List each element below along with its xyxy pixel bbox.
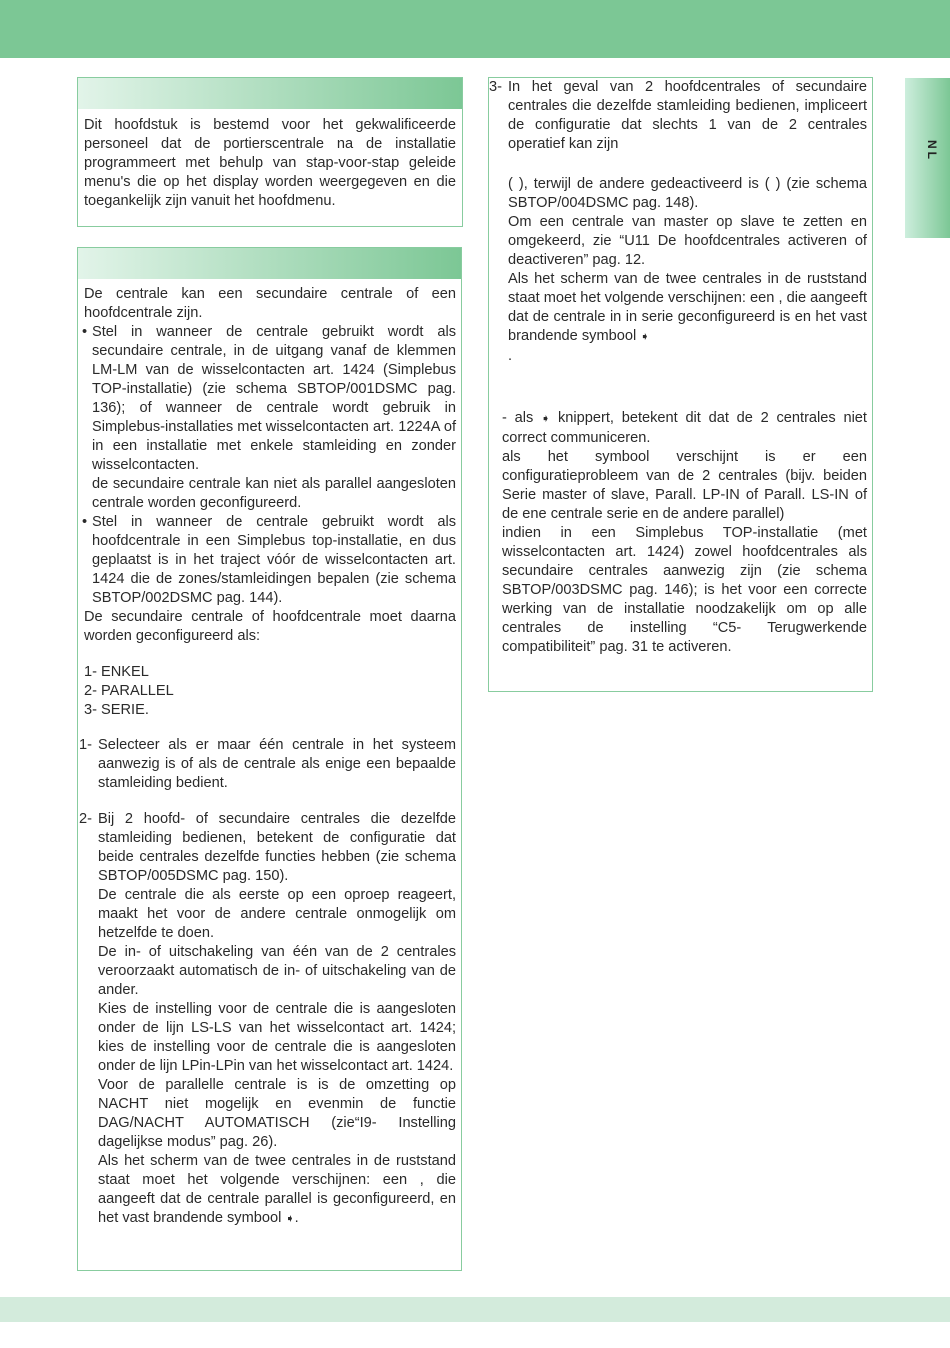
item-2-text-5: Voor de parallelle centrale is is de omzetting op NACHT niet mogelijk en evenmin de functie DAG/NACHT AUTOMATISCH (zie“I9- Instelling dagelijkse modus” pag. 26). <box>98 1077 456 1150</box>
intro-text: De centrale kan een secundaire centrale of een hoofdcentrale zijn. <box>84 286 456 321</box>
item-2-text-4: Kies de instelling voor de centrale die is aangesloten onder de lijn LS-LS van het wisselcontact art. 1424; kies de instelling voor de centrale die is aangesloten onder de lijn LPin-LPin van het wisselcontact art. 1424. <box>98 1001 456 1074</box>
arrow-icon: ➧ <box>640 331 650 343</box>
item-2-text-2: De centrale die als eerste op een oproep reageert, maakt het voor de andere centrale onmogelijk om hetzelfde te doen. <box>98 887 456 941</box>
item-2-text-3: De in- of uitschakeling van één van de 2 centrales veroorzaakt automatisch de in- of uitschakeling van de ander. <box>98 944 456 998</box>
bullet-text-secondary: Stel in wanneer de centrale gebruikt wordt als secundaire centrale, in de uitgang vanaf de klemmen LM-LM van de wisselcontacten art. 1424 (Simplebus TOP-installatie) (zie schema SBTOP/001DSMC pag. 136); of wanneer de centrale wordt gebruik in Simplebus-installaties met wisselcontacten art. 1224A of in een installatie met enkele stamleiding en zonder wisselcontacten. <box>92 324 456 473</box>
numbered-item-2 <box>79 810 456 1229</box>
intro-paragraph: Dit hoofdstuk is bestemd voor het gekwalificeerde personeel dat de portierscentrale na de installatie programmeert met behulp van stap-voor-stap geleide menu's die op het display worden weergegeven en die toegankelijk zijn vanuit het hoofdmenu. <box>84 117 456 209</box>
bullet-text-main: Stel in wanneer de centrale gebruikt wordt als hoofdcentrale in een Simplebus top-installatie, en dus geplaatst is in het traject vóór de wisselcontacten art. 1424 die de zones/stamleidingen bepalen (zie schema SBTOP/002DSMC pag. 144). <box>92 514 456 606</box>
item-3-period: . <box>508 348 513 364</box>
note-compatibility: indien in een Simplebus TOP-installatie (met wisselcontacten art. 1424) zowel hoofdcentrales als secundaire centrales aanwezig zijn (zie schema SBTOP/003DSMC pag. 146); is het voor een correcte werking van de installatie noodzakelijk om op alle centrales de instelling “C5- Terugwerkende compatibiliteit” pag. 31 te activeren. <box>502 525 867 655</box>
intro-box <box>77 77 463 227</box>
item-3-text-4: Als het scherm van de twee centrales in de ruststand staat moet het volgende verschijnen: een , die aangeeft dat de centrale in in serie geconfigureerd is en het vast brandende symbool ➧ <box>508 270 867 347</box>
arrow-icon: ➧ <box>541 413 551 425</box>
bullet-icon: • <box>82 324 88 340</box>
configuration-lead: De secundaire centrale of hoofdcentrale moet daarna worden geconfigureerd als: <box>84 609 456 644</box>
item-3-text-1: In het geval van 2 hoofdcentrales of secundaire centrales die dezelfde stamleiding bedienen, impliceert de configuratie dat slechts 1 van de 2 centrales operatief kan zijn <box>508 79 867 152</box>
item-2-text-1: Bij 2 hoofd- of secundaire centrales die dezelfde stamleiding bedienen, betekent de configuratie dat beide centrales dezelfde functies hebben (zie schema SBTOP/005DSMC pag. 150). <box>98 811 456 884</box>
bottom-color-band <box>0 1297 950 1322</box>
configuration-box-header <box>78 248 461 279</box>
bullet-note-secondary: de secundaire centrale kan niet als parallel aangesloten centrale worden geconfigureerd. <box>92 476 456 511</box>
bullet-item-secondary <box>84 323 456 513</box>
intro-box-header <box>78 78 462 109</box>
item-3-text-3: Om een centrale van master op slave te zetten en omgekeerd, zie “U11 De hoofdcentrales activeren of deactiveren” pag. 12. <box>508 214 867 268</box>
item-number: 3- <box>489 79 502 95</box>
item-2-text-6: Als het scherm van de twee centrales in de ruststand staat moet het volgende verschijnen: een , die aangeeft dat de centrale parallel is geconfigureerd, en het vast brandende symbool ➧. <box>98 1152 456 1229</box>
numbered-item-3 <box>489 78 867 366</box>
arrow-icon: ➧ <box>285 1213 295 1225</box>
item-3-text-2: ( ), terwijl de andere gedeactiveerd is ( ) (zie schema SBTOP/004DSMC pag. 148). <box>508 176 867 211</box>
option-single: 1- ENKEL <box>84 664 149 680</box>
series-box <box>488 77 873 692</box>
note-blinking: - als ➧ knippert, betekent dit dat de 2 centrales niet correct communiceren. <box>502 410 867 446</box>
note-config-problem: als het symbool verschijnt is er een configuratieprobleem van de 2 centrales (bijv. beiden Serie master of slave, Parall. LP-IN of Parall. LS-IN of de ene centrale serie en de andere parallel) <box>502 449 867 522</box>
language-label: NL <box>925 140 939 162</box>
option-parallel: 2- PARALLEL <box>84 683 174 699</box>
item-number: 2- <box>79 811 92 827</box>
configuration-box <box>77 247 462 1271</box>
item-number: 1- <box>79 737 92 753</box>
option-series: 3- SERIE. <box>84 702 149 718</box>
item-1-text: Selecteer als er maar één centrale in het systeem aanwezig is of als de centrale als enige een bepaalde stamleiding bedient. <box>98 737 456 791</box>
bullet-item-main <box>84 513 456 608</box>
numbered-item-1 <box>79 736 456 793</box>
top-color-band <box>0 0 950 58</box>
bullet-icon: • <box>82 514 88 530</box>
